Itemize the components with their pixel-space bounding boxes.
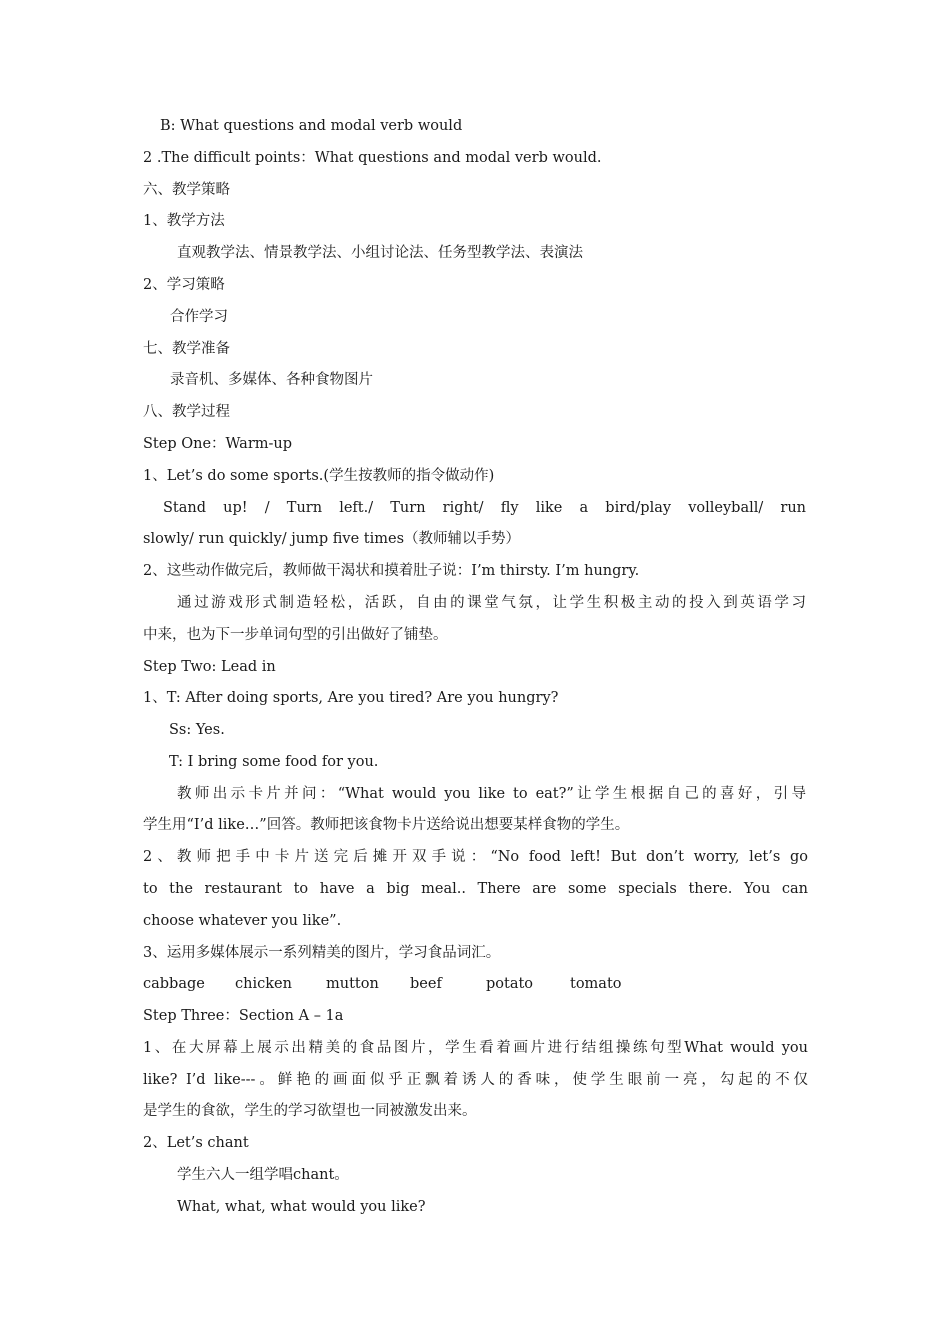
- section-heading: 八、教学过程: [143, 404, 230, 420]
- text-line: 学生用“I’d like…”回答。教师把该食物卡片送给说出想要某样食物的学生。: [143, 817, 630, 833]
- text-line: like? I’d like---。鲜艳的画面似乎正飘着诱人的香味，使学生眼前一亮，勾起的不仅: [143, 1072, 808, 1088]
- text-line: 直观教学法、情景教学法、小组讨论法、任务型教学法、表演法: [177, 245, 583, 261]
- text-line: 1、T: After doing sports, Are you tired? Are you hungry?: [143, 690, 559, 706]
- food-word: potato: [486, 976, 534, 992]
- food-word: cabbage: [143, 976, 205, 992]
- text-line: 中来，也为下一步单词句型的引出做好了铺垫。: [143, 627, 448, 643]
- text-line: What, what, what would you like?: [177, 1199, 426, 1215]
- text-line: 合作学习: [170, 309, 228, 325]
- text-line: to the restaurant to have a big meal.. There are some specials there. You can: [143, 881, 808, 897]
- food-word: mutton: [326, 976, 379, 992]
- text-line: T: I bring some food for you.: [169, 754, 379, 770]
- text-line: slowly/ run quickly/ jump five times（教师辅以手势）: [143, 531, 521, 547]
- step-heading: Step Two: Lead in: [143, 659, 276, 675]
- text-line: 3、运用多媒体展示一系列精美的图片，学习食品词汇。: [143, 945, 501, 961]
- text-line: 2、Let’s chant: [143, 1135, 249, 1151]
- text-line: 通过游戏形式制造轻松，活跃，自由的课堂气氛，让学生积极主动的投入到英语学习: [177, 595, 806, 611]
- step-heading: Step One：Warm-up: [143, 436, 293, 452]
- text-line: choose whatever you like”.: [143, 913, 342, 929]
- subsection-heading: 2、学习策略: [143, 277, 225, 293]
- food-vocabulary-list: [143, 974, 808, 994]
- text-line: B: What questions and modal verb would: [160, 118, 463, 134]
- section-heading: 六、教学策略: [143, 182, 230, 198]
- text-line: 2、教师把手中卡片送完后摊开双手说：“No food left! But don’t worry, let’s go: [143, 849, 808, 865]
- text-line: Stand up! / Turn left./ Turn right/ fly like a bird/play volleyball/ run: [163, 500, 806, 516]
- text-line: 2 .The difficult points：What questions and modal verb would.: [143, 150, 602, 166]
- text-line: 1、在大屏幕上展示出精美的食品图片，学生看着画片进行结组操练句型What would you: [143, 1040, 808, 1056]
- food-word: tomato: [570, 976, 622, 992]
- food-word: beef: [410, 976, 442, 992]
- text-line: 1、Let’s do some sports.(学生按教师的指令做动作): [143, 468, 495, 484]
- text-line: 是学生的食欲，学生的学习欲望也一同被激发出来。: [143, 1103, 477, 1119]
- text-line: Ss: Yes.: [169, 722, 225, 738]
- step-heading: Step Three：Section A – 1a: [143, 1008, 344, 1024]
- text-line: 2、这些动作做完后，教师做干渴状和摸着肚子说：I’m thirsty. I’m hungry.: [143, 563, 640, 579]
- subsection-heading: 1、教学方法: [143, 213, 225, 229]
- text-line: 录音机、多媒体、各种食物图片: [170, 372, 373, 388]
- text-line: 学生六人一组学唱chant。: [177, 1167, 349, 1183]
- text-line: 教师出示卡片并问：“What would you like to eat?”让学生根据自己的喜好，引导: [177, 786, 806, 802]
- food-word: chicken: [235, 976, 292, 992]
- section-heading: 七、教学准备: [143, 341, 230, 357]
